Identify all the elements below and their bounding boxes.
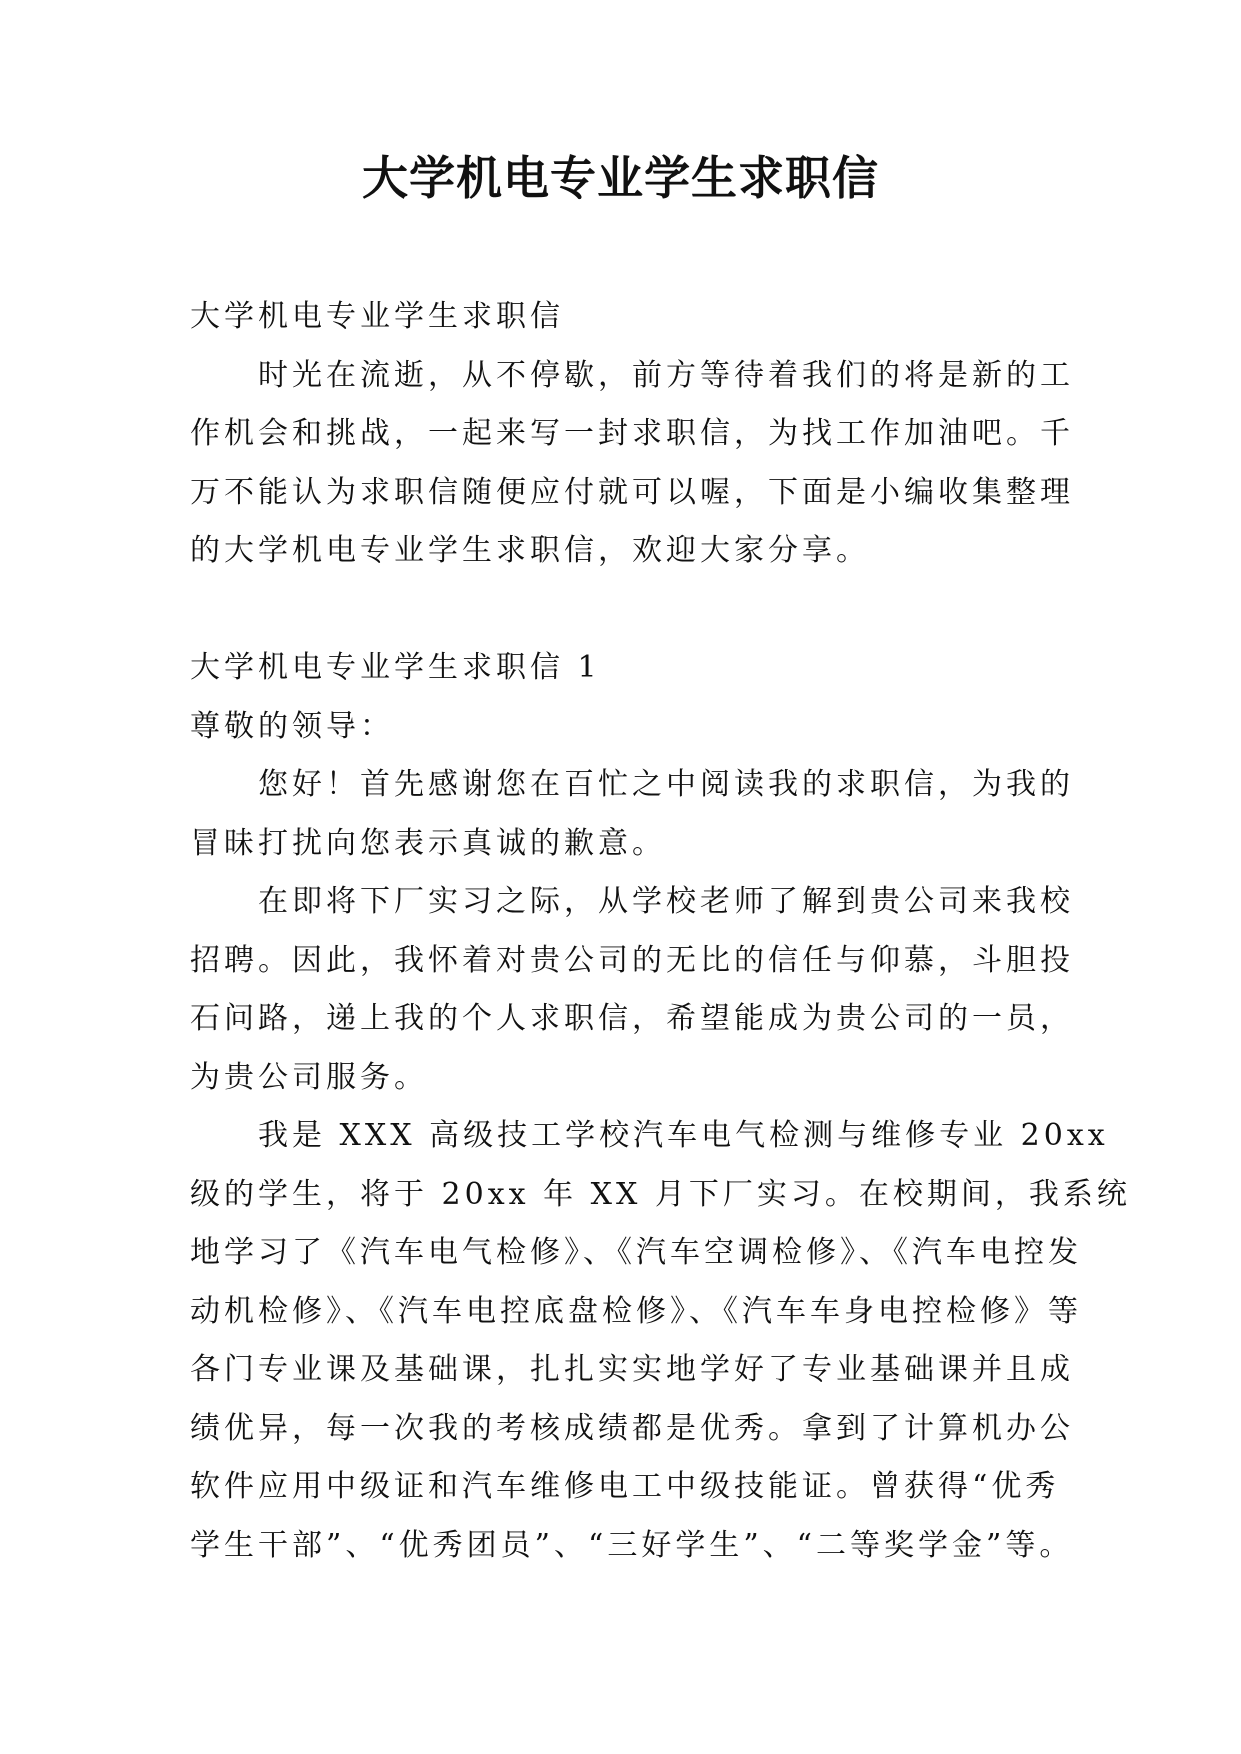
intro-heading: 大学机电专业学生求职信 (190, 299, 564, 334)
letter-line: 动机检修》、《汽车电控底盘检修》、《汽车车身电控检修》等 (190, 1293, 1082, 1329)
document-title: 大学机电专业学生求职信 (362, 151, 879, 205)
intro-line: 作机会和挑战，一起来写一封求职信，为找工作加油吧。千 (190, 416, 1074, 451)
intro-section (190, 288, 1074, 581)
letter-line: 在即将下厂实习之际，从学校老师了解到贵公司来我校 (258, 884, 1074, 919)
letter-line: 我是 XXX 高级技工学校汽车电气检测与维修专业 20xx (258, 1118, 1109, 1153)
intro-line: 时光在流逝，从不停歇，前方等待着我们的将是新的工 (258, 357, 1074, 393)
intro-line: 的大学机电专业学生求职信，欢迎大家分享。 (190, 533, 870, 568)
letter-line: 级的学生，将于 20xx 年 XX 月下厂实习。在校期间，我系统 (190, 1176, 1131, 1212)
letter-line: 学生干部”、“优秀团员”、“三好学生”、“二等奖学金”等。 (190, 1527, 1074, 1563)
letter-line: 冒昧打扰向您表示真诚的歉意。 (190, 825, 666, 861)
letter-line: 地学习了《汽车电气检修》、《汽车空调检修》、《汽车电控发 (190, 1235, 1082, 1270)
letter-heading: 大学机电专业学生求职信 1 (190, 650, 601, 685)
letter-salutation: 尊敬的领导： (190, 708, 394, 744)
letter-line: 您好！首先感谢您在百忙之中阅读我的求职信，为我的 (258, 767, 1074, 802)
letter-line: 为贵公司服务。 (190, 1059, 428, 1095)
letter-line: 各门专业课及基础课，扎扎实实地学好了专业基础课并且成 (190, 1352, 1074, 1387)
letter-line: 招聘。因此，我怀着对贵公司的无比的信任与仰慕，斗胆投 (190, 942, 1074, 978)
letter-line: 绩优异，每一次我的考核成绩都是优秀。拿到了计算机办公 (190, 1410, 1074, 1446)
letter-section (190, 639, 1131, 1575)
letter-line: 石问路，递上我的个人求职信，希望能成为贵公司的一员， (190, 1001, 1074, 1036)
letter-line: 软件应用中级证和汽车维修电工中级技能证。曾获得“优秀 (190, 1469, 1060, 1504)
intro-line: 万不能认为求职信随便应付就可以喔，下面是小编收集整理 (190, 474, 1074, 510)
